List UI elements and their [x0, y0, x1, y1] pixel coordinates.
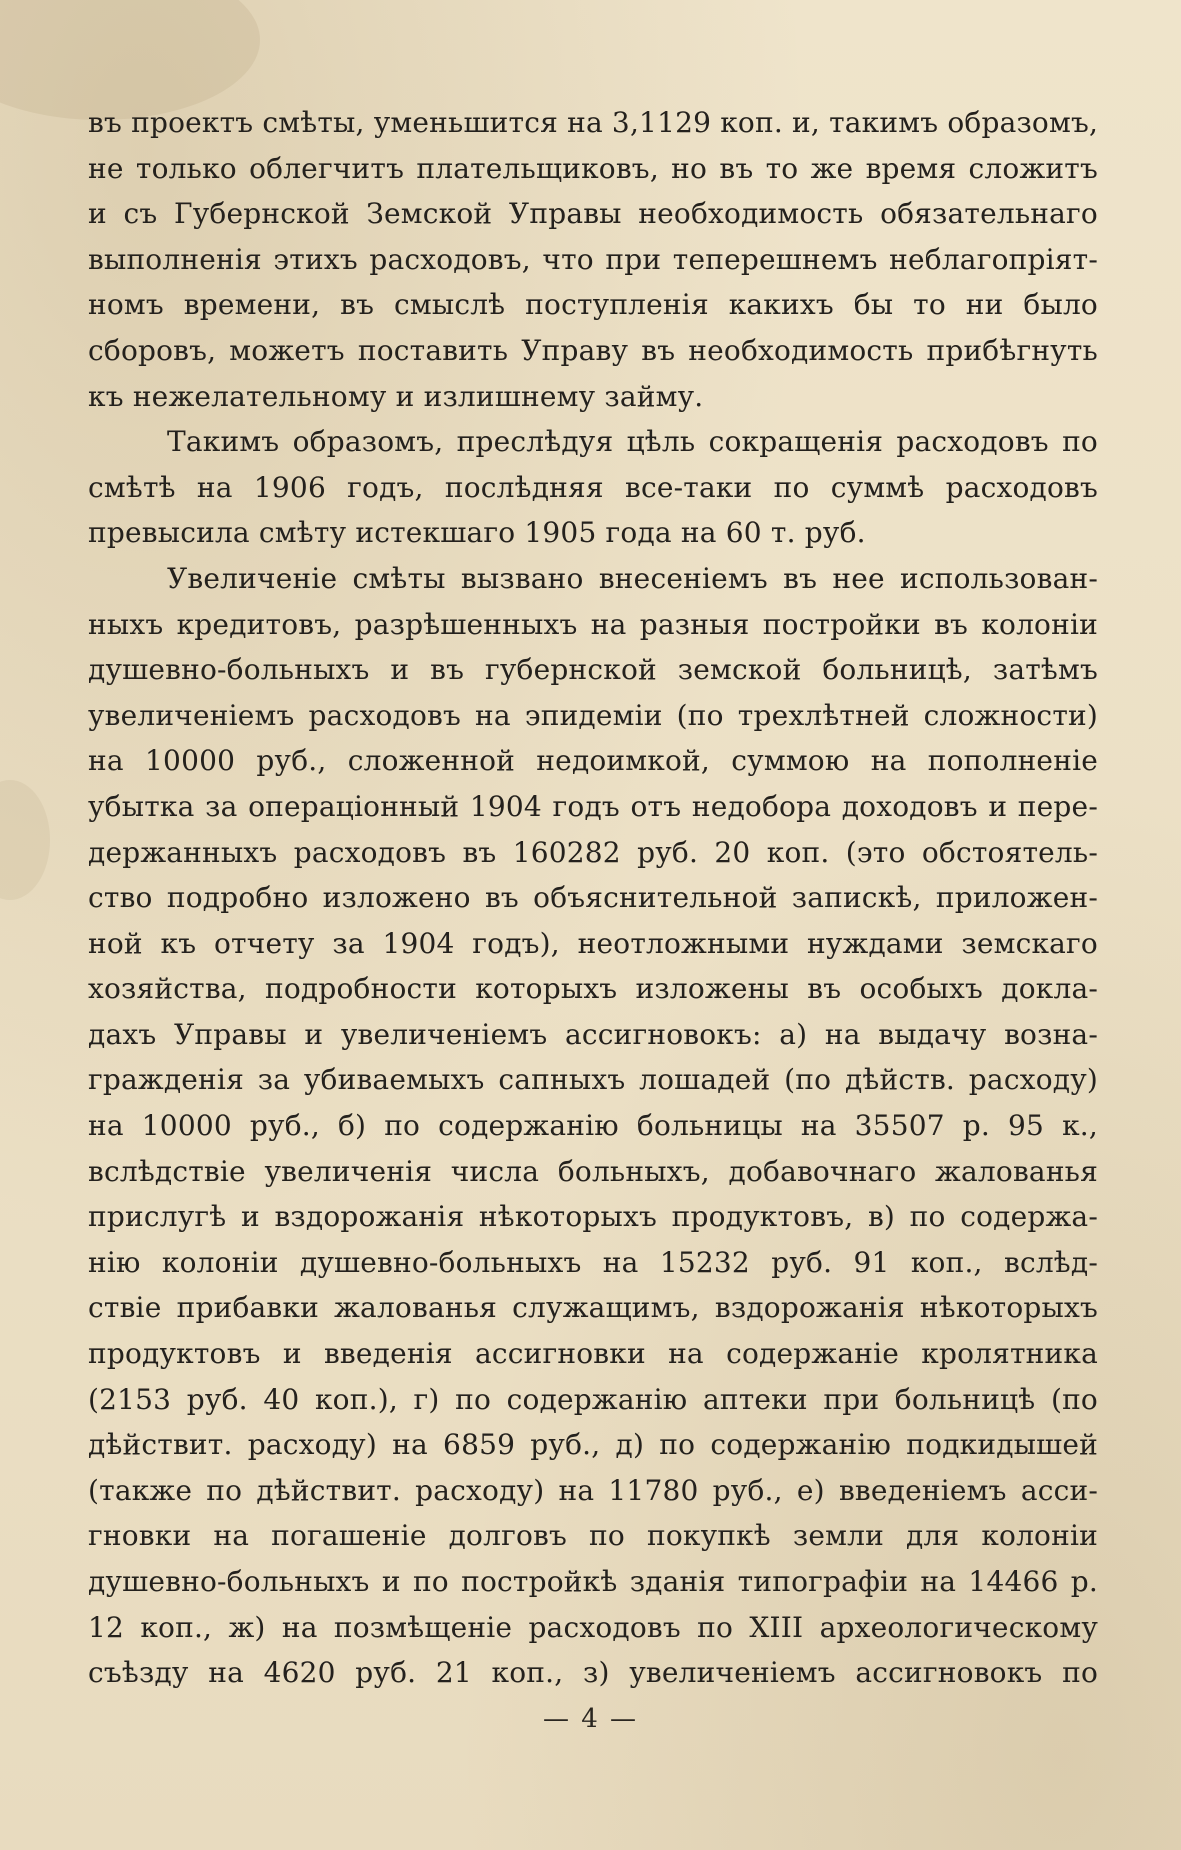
text-line: къ нежелательному и излишнему займу.	[88, 379, 704, 413]
text-line: превысила смѣту истекшаго 1905 года на 60 т. руб.	[88, 516, 866, 550]
text-line: 12 коп., ж) на позмѣщеніе расходовъ по XIII археологическому	[88, 1610, 1098, 1644]
text-line: и съ Губернской Земской Управы необходимость обязательнаго	[88, 197, 1098, 231]
paragraph	[88, 556, 1098, 1696]
text-line: прислугѣ и вздорожанія нѣкоторыхъ продуктовъ, в) по содержа-	[88, 1200, 1098, 1234]
text-line: увеличеніемъ расходовъ на эпидеміи (по трехлѣтней сложности)	[88, 698, 1098, 732]
text-line: съѣзду на 4620 руб. 21 коп., з) увеличеніемъ ассигновокъ по	[88, 1656, 1098, 1690]
text-line: (также по дѣйствит. расходу) на 11780 руб., е) введеніемъ асси-	[88, 1473, 1098, 1507]
text-line: на 10000 руб., сложенной недоимкой, суммою на пополненіе	[88, 744, 1098, 778]
text-line: Увеличеніе смѣты вызвано внесеніемъ въ нее использован-	[167, 561, 1098, 595]
text-line: номъ времени, въ смыслѣ поступленія какихъ бы то ни было	[88, 288, 1098, 322]
text-line: смѣтѣ на 1906 годъ, послѣдняя все-таки по суммѣ расходовъ	[88, 470, 1098, 504]
text-line: ство подробно изложено въ объяснительной запискѣ, приложен-	[88, 881, 1098, 915]
text-line: продуктовъ и введенія ассигновки на содержаніе кролятника	[88, 1337, 1098, 1371]
text-line: гновки на погашеніе долговъ по покупкѣ земли для колоніи	[88, 1519, 1098, 1553]
text-line: не только облегчитъ плательщиковъ, но въ то же время сложитъ	[88, 151, 1098, 185]
text-line: (2153 руб. 40 коп.), г) по содержанію аптеки при больницѣ (по	[88, 1382, 1098, 1416]
paragraph	[88, 419, 1098, 556]
text-line: душевно-больныхъ и по постройкѣ зданія типографіи на 14466 р.	[88, 1565, 1098, 1598]
text-line: Такимъ образомъ, преслѣдуя цѣль сокращенія расходовъ по	[167, 425, 1098, 459]
paragraph	[88, 100, 1098, 419]
text-line: душевно-больныхъ и въ губернской земской больницѣ, затѣмъ	[88, 653, 1098, 687]
text-line: ной къ отчету за 1904 годъ), неотложными нуждами земскаго	[88, 926, 1098, 960]
text-line: на 10000 руб., б) по содержанію больницы на 35507 р. 95 к.,	[88, 1109, 1098, 1143]
text-line: выполненія этихъ расходовъ, что при теперешнемъ неблагопріят-	[88, 242, 1098, 276]
text-line: въ проектъ смѣты, уменьшится на 3,1129 коп. и, такимъ образомъ,	[88, 106, 1098, 139]
text-line: сборовъ, можетъ поставить Управу въ необходимость прибѣгнуть	[88, 333, 1098, 367]
paper-stain	[0, 780, 50, 900]
text-line: ныхъ кредитовъ, разрѣшенныхъ на разныя постройки въ колоніи	[88, 607, 1098, 641]
text-line: хозяйства, подробности которыхъ изложены въ особыхъ докла-	[88, 972, 1098, 1006]
text-line: дѣйствит. расходу) на 6859 руб., д) по содержанію подкидышей	[88, 1428, 1098, 1462]
text-line: нію колоніи душевно-больныхъ на 15232 руб. 91 коп., вслѣд-	[88, 1245, 1098, 1279]
text-line: вслѣдствіе увеличенія числа больныхъ, добавочнаго жалованья	[88, 1154, 1098, 1188]
body-text	[88, 100, 1098, 1696]
page-number: — 4 —	[542, 1704, 639, 1734]
text-line: держанныхъ расходовъ въ 160282 руб. 20 коп. (это обстоятель-	[88, 835, 1098, 869]
text-line: гражденія за убиваемыхъ сапныхъ лошадей (по дѣйств. расходу)	[88, 1063, 1098, 1097]
text-line: дахъ Управы и увеличеніемъ ассигновокъ: а) на выдачу возна-	[88, 1017, 1098, 1051]
text-line: убытка за операціонный 1904 годъ отъ недобора доходовъ и пере-	[88, 789, 1098, 823]
text-line: ствіе прибавки жалованья служащимъ, вздорожанія нѣкоторыхъ	[88, 1291, 1098, 1325]
